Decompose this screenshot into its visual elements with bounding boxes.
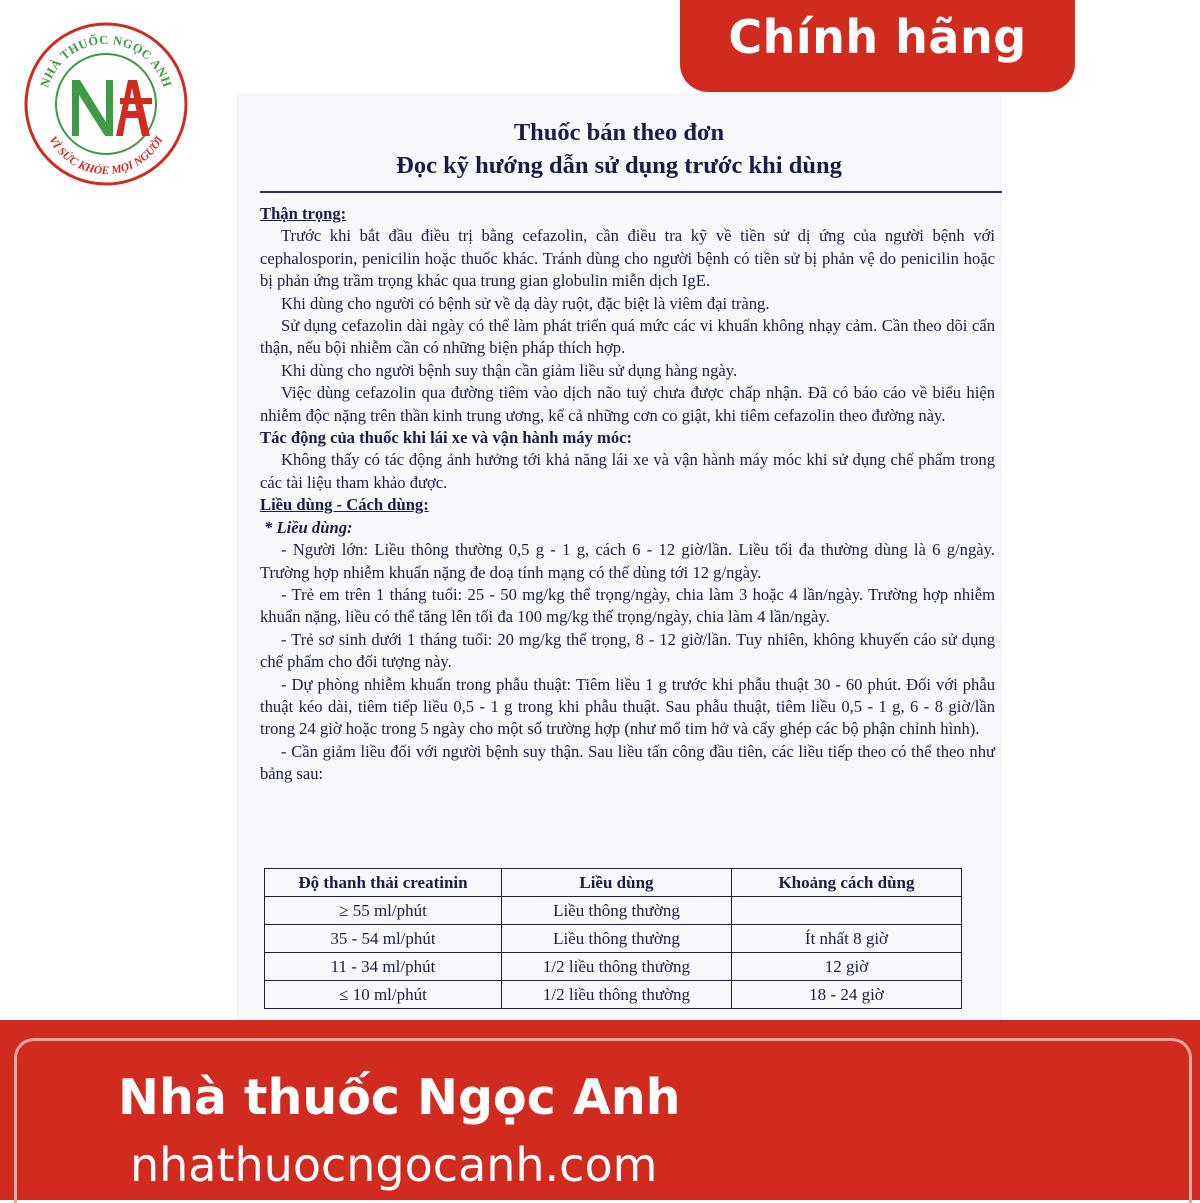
- leaflet-document: [238, 95, 1000, 1020]
- website-url[interactable]: nhathuocngocanh.com: [130, 1138, 658, 1192]
- table-cell: 1/2 liều thông thường: [501, 953, 731, 981]
- heading-caution: Thận trọng:: [260, 204, 347, 223]
- driving-paragraph: Không thấy có tác động ảnh hưởng tới khả năng lái xe và vận hành máy móc khi sử dụng chế phẩm trong các tài liệu tham khảo được.: [260, 450, 995, 492]
- authentic-badge: [680, 0, 1075, 92]
- table-row: [265, 897, 962, 925]
- doc-body: [260, 203, 995, 786]
- doc-title-line1: Thuốc bán theo đơn: [513, 119, 725, 146]
- table-row: [265, 925, 962, 953]
- table-cell: ≥ 55 ml/phút: [265, 897, 502, 925]
- table-header-row: [265, 869, 962, 897]
- dose-paragraph: - Cần giảm liều đối với người bệnh suy thận. Sau liều tấn công đầu tiên, các liều tiếp theo có thể theo như bảng sau:: [260, 741, 995, 784]
- dose-paragraph: - Trẻ em trên 1 tháng tuổi: 25 - 50 mg/kg thể trọng/ngày, chia làm 3 hoặc 4 lần/ngày. Trường hợp nhiễm khuẩn nặng, liều có thể tăng lên tối đa 100 mg/kg thể trọng/ngày, chia làm 4 lần/ngày.: [260, 584, 995, 627]
- caution-paragraph: Khi dùng cho người có bệnh sử về dạ dày ruột, đặc biệt là viêm đại tràng.: [281, 293, 770, 313]
- doc-title-line2: Đọc kỹ hướng dẫn sử dụng trước khi dùng: [396, 152, 842, 179]
- logo-cross: [120, 98, 152, 104]
- table-header-cell: Liều dùng: [501, 869, 731, 897]
- caution-paragraph: Trước khi bắt đầu điều trị bằng cefazolin, cần điều tra kỹ về tiền sử dị ứng của người bệnh với cephalosporin, penicilin hoặc thuốc khác. Tránh dùng cho người bệnh có tiền sử bị phản vệ do penicilin hoặc bị phản ứng trầm trọng khác qua trung gian globulin miễn dịch IgE.: [260, 226, 995, 291]
- logo-bottom-text: VÌ SỨC KHỎE MỌI NGƯỜI: [46, 134, 166, 178]
- dose-paragraph: - Người lớn: Liều thông thường 0,5 g - 1 g, cách 6 - 12 giờ/lần. Liều tối đa thường dùng là 6 g/ngày. Trường hợp nhiễm khuẩn nặng đe doạ tính mạng có thể dùng tới 12 g/ngày.: [260, 540, 995, 582]
- table-cell: ≤ 10 ml/phút: [265, 981, 502, 1009]
- table-cell: Ít nhất 8 giờ: [731, 925, 961, 953]
- table-cell: 12 giờ: [731, 953, 961, 981]
- table-row: [265, 981, 962, 1009]
- heading-dosage: Liều dùng - Cách dùng:: [260, 495, 429, 515]
- table-cell: 18 - 24 giờ: [731, 981, 961, 1009]
- caution-paragraph: Việc dùng cefazolin qua đường tiêm vào dịch não tuỷ chưa được chấp nhận. Đã có báo cáo về biểu hiện nhiễm độc nặng trên thần kinh trung ương, kể cả những cơn co giật, khi tiêm cefazolin theo đường này.: [260, 383, 995, 425]
- table-cell: 11 - 34 ml/phút: [265, 953, 502, 981]
- heading-driving: Tác động của thuốc khi lái xe và vận hành máy móc:: [260, 428, 633, 448]
- pharmacy-logo: [20, 18, 192, 190]
- table-row: [265, 953, 962, 981]
- table-cell: 35 - 54 ml/phút: [265, 925, 502, 953]
- caution-paragraph: Khi dùng cho người bệnh suy thận cần giảm liều sử dụng hàng ngày.: [281, 360, 738, 380]
- table-cell: Liều thông thường: [501, 925, 731, 953]
- table-cell: Liều thông thường: [501, 897, 731, 925]
- logo-emblem: [20, 18, 192, 190]
- table-cell: [731, 897, 961, 925]
- table-cell: 1/2 liều thông thường: [501, 981, 731, 1009]
- caution-paragraph: Sử dụng cefazolin dài ngày có thể làm phát triển quá mức các vi khuẩn không nhạy cảm. Cần theo dõi cẩn thận, nếu bội nhiễm cần có những biện pháp thích hợp.: [260, 316, 995, 358]
- footer-banner: [0, 1020, 1200, 1200]
- badge-label: Chính hãng: [728, 10, 1027, 64]
- dose-paragraph: - Trẻ sơ sinh dưới 1 tháng tuổi: 20 mg/kg thể trọng, 8 - 12 giờ/lần. Tuy nhiên, không khuyến cáo sử dụng chế phẩm cho đối tượng này.: [260, 629, 995, 672]
- renal-dose-table: [264, 868, 962, 1009]
- logo-top-text: NHÀ THUỐC NGỌC ANH: [37, 32, 175, 90]
- table-header-cell: Độ thanh thải creatinin: [265, 869, 502, 897]
- pharmacy-name: Nhà thuốc Ngọc Anh: [118, 1069, 681, 1126]
- table-header-cell: Khoảng cách dùng: [731, 869, 961, 897]
- subheading-dose: * Liều dùng:: [264, 517, 353, 537]
- title-divider: [260, 191, 1002, 193]
- dose-paragraph: - Dự phòng nhiễm khuẩn trong phẫu thuật: Tiêm liều 1 g trước khi phẫu thuật 30 - 60 phút. Đối với phẫu thuật kéo dài, tiêm tiếp liều 0,5 - 1 g trong khi phẫu thuật. Sau phẫu thuật, tiêm liều 0,5 - 1 g, 6 - 8 giờ/lần trong 24 giờ hoặc trong 5 ngày cho một số trường hợp (như mổ tim hở và cấy ghép các bộ phận chỉnh hình).: [260, 674, 995, 739]
